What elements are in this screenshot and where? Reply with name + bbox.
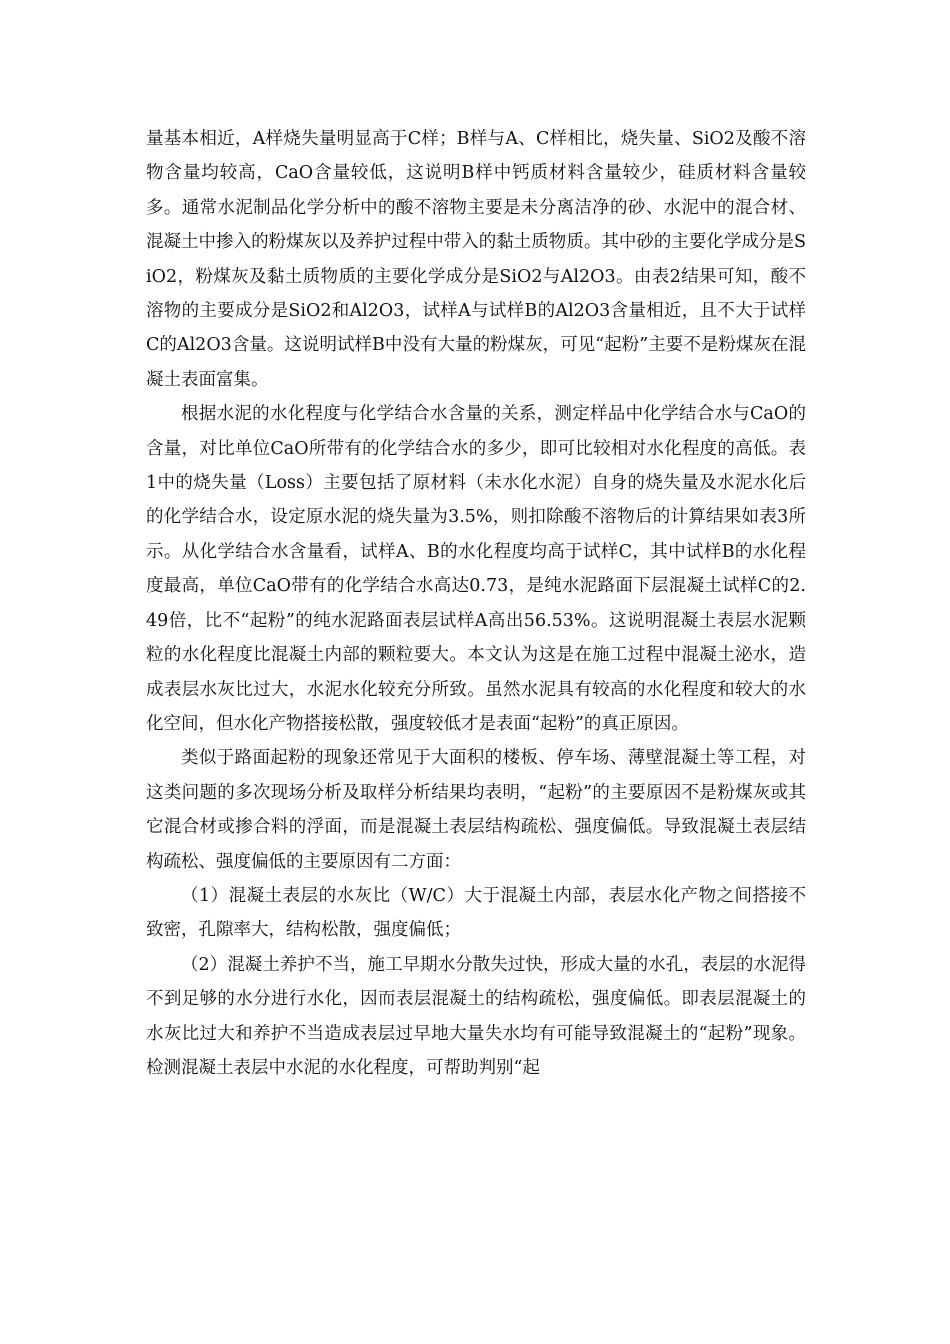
list-item-cause-1: （1）混凝土表层的水灰比（W/C）大于混凝土内部，表层水化产物之间搭接不致密，孔隙率大，结构松散，强度偏低；	[146, 885, 806, 941]
paragraph-hydration-degree: 根据水泥的水化程度与化学结合水含量的关系，测定样品中化学结合水与CaO的含量，对比单位CaO所带有的化学结合水的多少，即可比较相对水化程度的高低。表1中的烧失量（Loss）主要包括了原材料（未水化水泥）自身的烧失量及水泥水化后的化学结合水，设定原水泥的烧失量为3.5%，则扣除酸不溶物后的计算结果如表3所示。从化学结合水含量看，试样A、B的水化程度均高于试样C，其中试样B的水化程度最高，单位CaO带有的化学结合水高达0.73，是纯水泥路面下层混凝土试样C的2.49倍，比不“起粉”的纯水泥路面表层试样A高出56.53%。这说明混凝土表层水泥颗粒的水化程度比混凝土内部的颗粒要大。本文认为这是在施工过程中混凝土泌水，造成表层水灰比过大，水泥水化较充分所致。虽然水泥具有较高的水化程度和较大的水化空间，但水化产物搭接松散，强度较低才是表面“起粉”的真正原因。	[146, 404, 806, 734]
paragraph-dusting-causes: 类似于路面起粉的现象还常见于大面积的楼板、停车场、薄壁混凝土等工程，对这类问题的多次现场分析及取样分析结果均表明，“起粉”的主要原因不是粉煤灰或其它混合材或掺合料的浮面，而是混凝土表层结构疏松、强度偏低。导致混凝土表层结构疏松、强度偏低的主要原因有二方面：	[146, 748, 806, 872]
paragraph-continuation: 量基本相近，A样烧失量明显高于C样；B样与A、C样相比，烧失量、SiO2及酸不溶物含量均较高，CaO含量较低，这说明B样中钙质材料含量较少，硅质材料含量较多。通常水泥制品化学分析中的酸不溶物主要是未分离洁净的砂、水泥中的混合材、混凝土中掺入的粉煤灰以及养护过程中带入的黏土质物质。其中砂的主要化学成分是SiO2，粉煤灰及黏土质物质的主要化学成分是SiO2与Al2O3。由表2结果可知，酸不溶物的主要成分是SiO2和Al2O3，试样A与试样B的Al2O3含量相近，且不大于试样C的Al2O3含量。这说明试样B中没有大量的粉煤灰，可见“起粉”主要不是粉煤灰在混凝土表面富集。	[146, 129, 806, 390]
body-text	[146, 122, 806, 1085]
list-item-cause-2: （2）混凝土养护不当，施工早期水分散失过快，形成大量的水孔，表层的水泥得不到足够的水分进行水化，因而表层混凝土的结构疏松，强度偏低。即表层混凝土的水灰比过大和养护不当造成表层过早地大量失水均有可能导致混凝土的“起粉”现象。检测混凝土表层中水泥的水化程度，可帮助判别“起	[146, 954, 806, 1078]
